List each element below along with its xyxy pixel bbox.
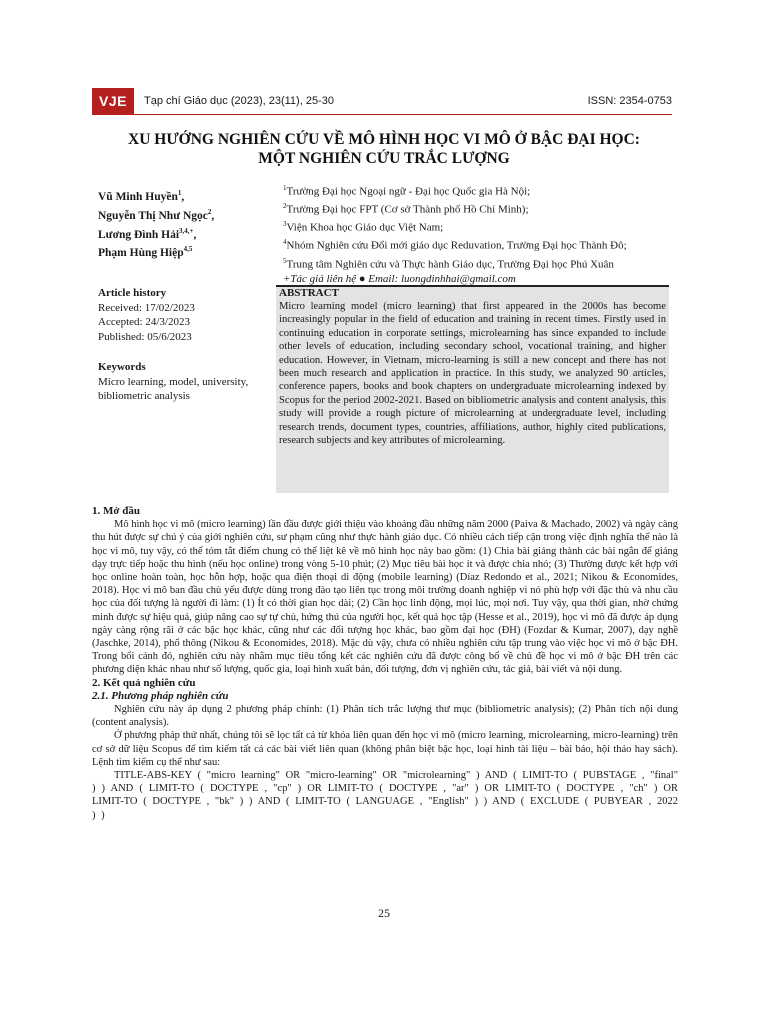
- abstract-heading: ABSTRACT: [279, 287, 339, 299]
- subsection-heading: 2.1. Phương pháp nghiên cứu: [92, 689, 229, 702]
- affiliation: $^4$Nhóm Nghiên cứu Đổi mới giáo dục Reduvation, Trường Đại học Thành Đô;: [283, 238, 627, 253]
- author: Vũ Minh Huyền$^1$,: [98, 189, 185, 203]
- article-title: [92, 130, 676, 168]
- accepted-date: Accepted: 24/3/2023: [98, 316, 190, 328]
- section-heading: 1. Mở đầu: [92, 505, 140, 517]
- abstract-top-rule: [276, 285, 669, 287]
- body-paragraph: Mô hình học vi mô (micro learning) lần đầu được giới thiệu vào khoảng đầu những năm 2000 (Paiva & Machado, 2002) và ngày càng thu hút được sự chú ý của giới nghiên cứu, sư phạm cũng như thực hành giáo dục. Có nhiều cách tiếp cận trong việc định nghĩa thế nào là học vi mô, tuy vậy, có thể tóm tắt điểm chung có thể liệt kê về mô hình học này bao gồm: (1) Chia bài giảng thành các bài ngắn để giảng dạy trực tiếp hoặc thu hình (nếu học online) trong vòng 5-10 phút; (2) Mục tiêu bài học ít và được chia nhỏ; (3) Thường được kết hợp với học online hoàn toàn, học hỗn hợp, hoặc qua điện thoại di động (mobile learning) (Díaz Redondo et al., 2021; Nikou & Economides, 2018). Học vi mô ban đầu chủ yếu được dùng trong đào tạo liên tục trong môi trường doanh nghiệp vì nó phù hợp với đặc thù và nhu cầu học của đối tượng là người đi làm: (1) Ít có thời gian học dài; (2) Cần học linh động, mọi lúc, mọi nơi. Tuy vậy, qua thời gian, nhờ chứng minh được sự hiệu quả, giúp nâng cao sự tự chủ, hứng thú của người học, kết quả học tập (Hesse et al., 2019), học vi mô đã được áp dụng ngày càng rộng rãi ở các bậc học khác, cũng như các đối tượng học khác, bao gồm đại học (ĐH) (Fozdar & Kumar, 2007), dạy nghề (Jaschke, 2014), phổ thông (Nikou & Economides, 2018). Mặc dù vậy, chưa có nhiều nghiên cứu tập trung vào việc học vi mô ở bậc ĐH. Trong bối cảnh đó, nghiên cứu này nhằm mục tiêu tổng kết các nghiên cứu đã được công bố về chủ đề học vi mô ở bậc ĐH trên các phương diện khác nhau như số lượng, quốc gia, loại hình xuất bản, đối tượng, đơn vị nghiên cứu, tác giả, bài viết và nội dung.: [92, 519, 678, 676]
- search-query: TITLE-ABS-KEY ( "micro learning" OR "micro-learning" OR "microlearning" ) AND ( LIMIT-TO ( PUBSTAGE , "final" ) ) AND ( LIMIT-TO ( DOCTYPE , "cp" ) OR LIMIT-TO ( DOCTYPE , "ar" ) OR LIMIT-TO ( DOCTYPE , "ch" ) OR LIMIT-TO ( DOCTYPE , "bk" ) ) AND ( LIMIT-TO ( LANGUAGE , "English" ) ) AND ( EXCLUDE ( PUBYEAR , 2022 ) ): [92, 770, 678, 821]
- author-list: [98, 186, 278, 261]
- body-paragraph: Nghiên cứu này áp dụng 2 phương pháp chính: (1) Phân tích trắc lượng thư mục (bibliometric analysis); (2) Phân tích nội dung (content analysis).: [92, 704, 678, 729]
- article-info-sidebar: [98, 286, 270, 404]
- received-date: Received: 17/02/2023: [98, 301, 195, 314]
- article-body: [92, 505, 678, 822]
- published-date: Published: 05/6/2023: [98, 330, 192, 343]
- section-heading: 2. Kết quả nghiên cứu: [92, 676, 196, 689]
- affiliation: $^5$Trung tâm Nghiên cứu và Thực hành Giáo dục, Trường Đại học Phú Xuân: [283, 256, 614, 271]
- affiliation: $^3$Viện Khoa học Giáo dục Việt Nam;: [283, 220, 444, 234]
- author: Lương Đình Hải$^{3,4,+}$,: [98, 226, 197, 241]
- contact-email: +Tác giả liên hệ ● Email: luongdinhhai@gmail.com: [283, 272, 516, 285]
- article-title-line-1: XU HƯỚNG NGHIÊN CỨU VỀ MÔ HÌNH HỌC VI MÔ Ở BẬC ĐẠI HỌC:: [128, 131, 640, 148]
- affiliation: $^2$Trường Đại học FPT (Cơ sở Thành phố Hồ Chí Minh);: [283, 202, 529, 216]
- affiliation: $^1$Trường Đại học Ngoại ngữ - Đại học Quốc gia Hà Nội;: [283, 184, 531, 198]
- journal-reference: Tạp chí Giáo dục (2023), 23(11), 25-30: [144, 95, 334, 107]
- header-divider: [92, 114, 672, 115]
- issn: ISSN: 2354-0753: [587, 95, 672, 107]
- keywords-text: Micro learning, model, university, bibliometric analysis: [98, 375, 249, 402]
- author: Nguyễn Thị Như Ngọc$^2$,: [98, 207, 215, 222]
- article-title-line-2: MỘT NGHIÊN CỨU TRẮC LƯỢNG: [258, 150, 510, 167]
- journal-header: [92, 88, 672, 114]
- abstract-box: [276, 285, 669, 493]
- affiliation-list: [283, 181, 683, 286]
- page-number: 25: [378, 906, 390, 920]
- keywords-heading: Keywords: [98, 361, 146, 373]
- journal-logo-badge: VJE: [92, 88, 134, 114]
- author: Phạm Hùng Hiệp$^{4,5}$: [98, 245, 193, 260]
- body-paragraph: Ở phương pháp thứ nhất, chúng tôi sẽ lọc tất cả từ khóa liên quan đến học vi mô (micro learning, microlearning, micro-learning) trên cơ sở dữ liệu Scopus để tìm kiếm tất cả các bài viết liên quan (không phân biệt bậc học, loại hình tài liệu – bài báo, hội thảo hay sách). Lệnh tìm kiếm cụ thể như sau:: [92, 730, 678, 768]
- article-history-heading: Article history: [98, 287, 167, 299]
- abstract-text: Micro learning model (micro learning) that first appeared in the 2000s has become increasingly popular in the field of education and training in recent times. Firstly used in continuing education in corporate settings, microlearning has since expanded to include other levels of education, including secondary school, vocational training, and higher education. However, in Vietnam, micro-learning is still a new concept and there has not been much research and application in practice. In this study, we analyzed 90 articles, conference papers, books and book chapters on undergraduate microlearning indexed by Scopus for the period 2002-2021. Based on bibliometric analysis and content analysis, this study will provide a rough picture of microlearning at undergraduate level, including research trends, document types, countries, affiliations, author, highly cited publications, research subjects and key attributes of microlearning.: [279, 301, 666, 447]
